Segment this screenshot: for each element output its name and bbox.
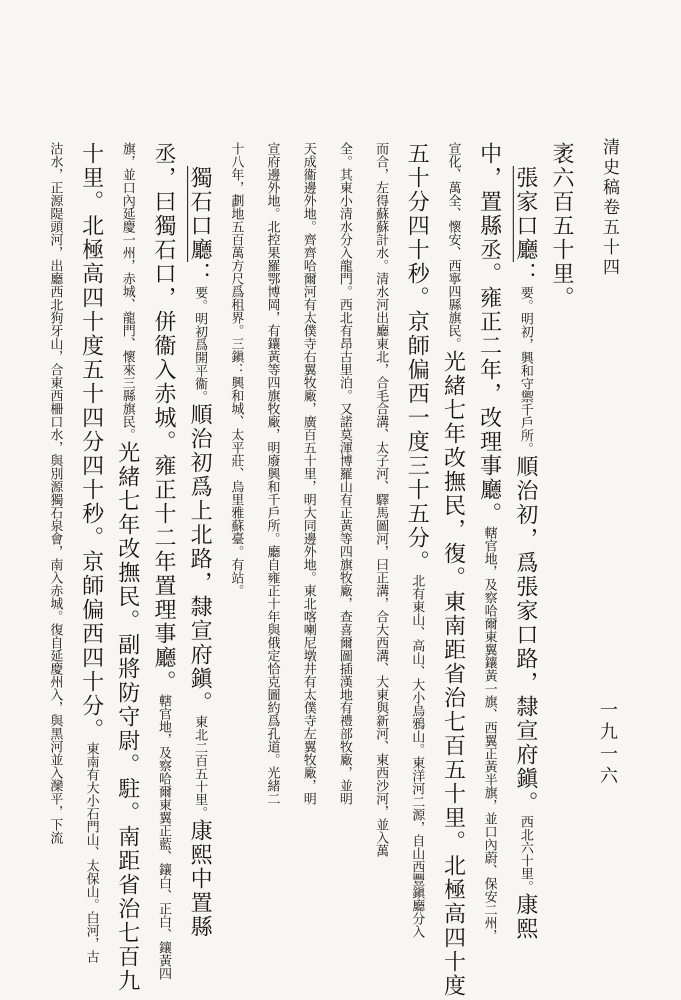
annotation-text: 東南有大小石門山、太保山。白河，古 [83, 742, 99, 963]
text-column [72, 142, 108, 972]
text-column [145, 142, 181, 980]
body-text: 十里。北極高四十度五十四分四十秒。京師偏西四十分。 [78, 142, 104, 742]
body-text: 光緒七年改撫民，復。東南距省治七百五十里。北極高四十度 [440, 350, 466, 998]
text-column [362, 142, 398, 972]
annotation-text: 要。明初爲開平衞。 [192, 286, 208, 403]
body-text: 順治初爲上北路，隸宣府鎭。 [187, 403, 213, 715]
body-text: 康熙 [512, 893, 538, 941]
main-text-block [47, 142, 579, 998]
body-text: ： [512, 262, 538, 286]
text-column [253, 142, 289, 972]
annotation-text: 西北六十里。 [517, 815, 533, 893]
annotation-text: 轄官地，及察哈爾東翼鑲黃一旗、西翼正黃半旗，並口內蔚、保安二州， [481, 526, 497, 942]
place-name: 獨石口廳 [187, 166, 213, 262]
text-column [109, 142, 145, 993]
body-text: ： [187, 262, 213, 286]
annotation-text: 全。其東小清水分入龍門。西北有昂古里泊。又諾莫渾博羅山有正黃等四旗牧廠，查喜爾圖插漢地有禮部牧廠，並明 [336, 142, 352, 805]
body-text: 順治初，爲張家口路，隸宣府鎭。 [512, 455, 538, 815]
body-text: 五十分四十秒。京師偏西一度三十五分。 [404, 142, 430, 574]
text-column [290, 142, 326, 972]
running-title: 清史稿卷五十四 [599, 138, 619, 278]
text-column [398, 142, 434, 972]
text-column [507, 142, 543, 996]
text-column [434, 142, 470, 998]
annotation-text: 宣化、萬全、懷安、西寧四縣旗民。 [445, 142, 461, 350]
annotation-text: 十八年，劃地五百萬方尺爲租界。三鎭：興和城、太平莊、烏里雅蘇臺。有站。 [228, 142, 244, 597]
annotation-text: 天成衞邊外地。齊齊哈爾河有太僕寺右翼牧廠，廣百五十里，明大同邊外地。東北喀喇尼墩井有太僕寺左翼牧廠，明 [300, 142, 316, 805]
annotation-text: 沽水，正源隄頭河，出廳西北狗牙山，合東西柵口水，與別源獨石泉會，南入赤城。復自延慶州入，與黑河並入灤平，下流 [47, 142, 63, 844]
annotation-text: 要。明初，興和守禦千戶所。 [517, 286, 533, 455]
annotation-text: 宣府邊外地。北控果羅鄂博岡，有鑲黃等四旗牧廠，明廢興和千戶所。廳自雍正十年與俄定恰克圖約爲孔道。光緒二 [264, 142, 280, 805]
text-column [470, 142, 506, 972]
place-name: 張家口廳 [512, 166, 538, 262]
text-column [36, 142, 72, 972]
body-text: 康熙中置縣 [187, 819, 213, 939]
annotation-text: 轄官地，及察哈爾東翼正藍、鑲白、正白、鑲黃四 [155, 694, 171, 980]
text-column [181, 142, 217, 996]
annotation-text: 而合，左得蘇蘇計水。清水河出廳東北，合毛合溝、太子河、驛馬圖河，曰正溝，合大西溝、大東與新河、東西沙河，並入萬 [373, 142, 389, 857]
body-text: 丞，曰獨石口，併衞入赤城。雍正十二年置理事廳。 [150, 142, 176, 694]
body-text: 袤六百五十里。 [549, 142, 574, 310]
body-text: 光緒七年改撫民。副將防守尉。駐。南距省治七百九 [114, 441, 140, 993]
text-column [543, 142, 579, 972]
body-text: 中，置縣丞。雍正二年，改理事廳。 [476, 142, 502, 526]
page-number: 一九一六 [597, 700, 618, 788]
annotation-text: 東北二百五十里。 [192, 715, 208, 819]
text-column [326, 142, 362, 972]
annotation-text: 旗，並口內延慶一州，赤城、龍門、懷來三縣旗民。 [119, 142, 135, 441]
annotation-text: 北有東山、高山、大小烏鴉山。東洋河二源，自山西豐鎭廳分入 [409, 574, 425, 938]
text-column [217, 142, 253, 972]
